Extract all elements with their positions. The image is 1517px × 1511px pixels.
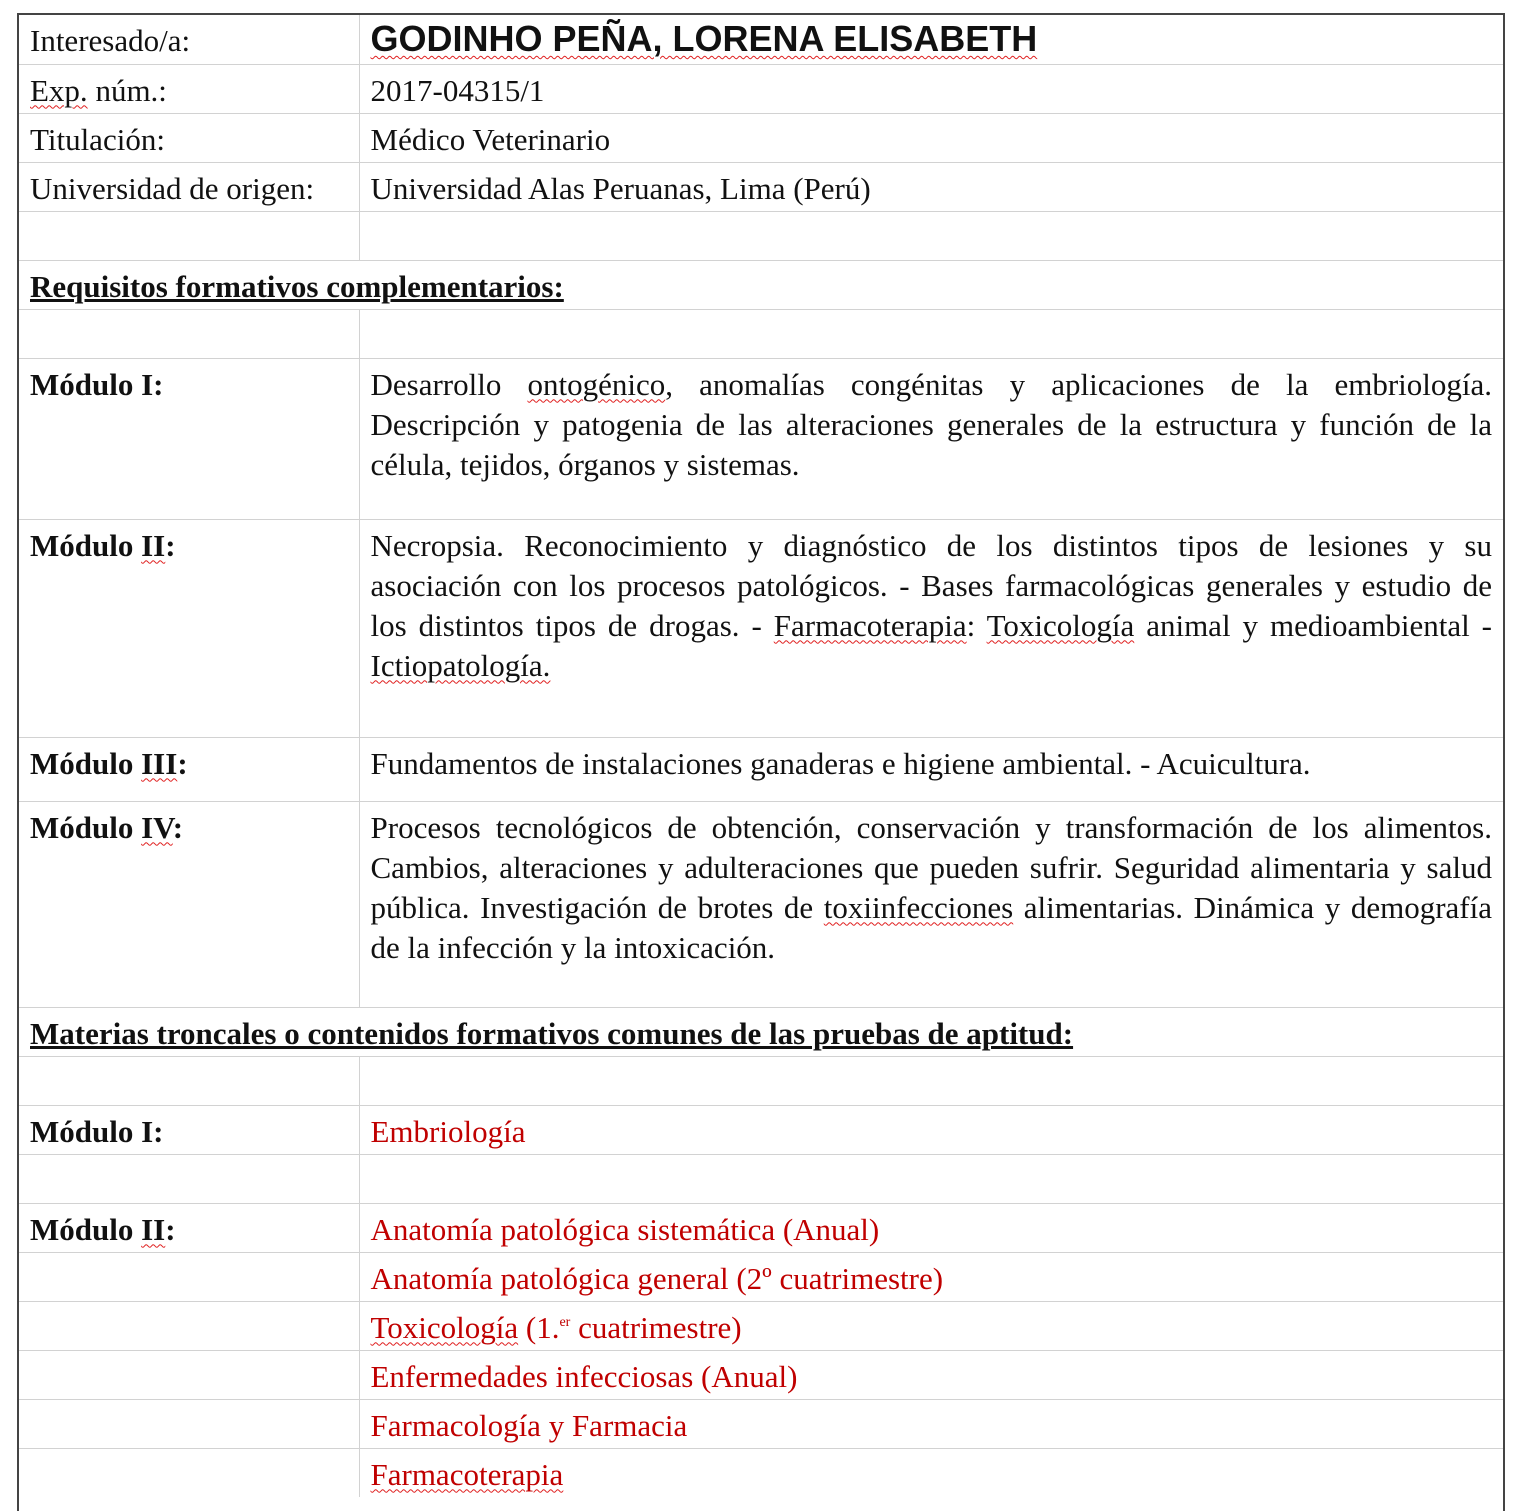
row-requisitos-modulo-2 bbox=[19, 519, 1503, 737]
modulo-description: Procesos tecnológicos de obtención, conservación y transformación de los alimentos. Cambios, alteraciones y adulteraciones que pueden sufrir. Seguridad alimentaria y salud pública. Investigación de brotes de toxiinfecciones alimentarias. Dinámica y demografía de la infección y la intoxicación. bbox=[359, 801, 1503, 1007]
materia-item: Embriología bbox=[359, 1105, 1503, 1154]
empty-cell bbox=[19, 211, 359, 260]
row-materia bbox=[19, 1350, 1503, 1399]
modulo-label: Módulo II: bbox=[19, 519, 359, 737]
modulo-description: Fundamentos de instalaciones ganaderas e higiene ambiental. - Acuicultura. bbox=[359, 737, 1503, 801]
modulo-label: Módulo IV: bbox=[19, 801, 359, 1007]
empty-cell bbox=[359, 211, 1503, 260]
materia-item: Toxicología (1.$^{er}$ cuatrimestre) bbox=[359, 1301, 1503, 1350]
row-requisitos-heading bbox=[19, 260, 1503, 309]
row-materia bbox=[19, 1448, 1503, 1497]
empty-cell bbox=[359, 1056, 1503, 1105]
modulo-description: Necropsia. Reconocimiento y diagnóstico de los distintos tipos de lesiones y su asociación con los procesos patológicos. - Bases farmacológicas generales y estudio de los distintos tipos de drogas. - Farmacoterapia: Toxicología animal y medioambiental - Ictiopatología. bbox=[359, 519, 1503, 737]
row-materia bbox=[19, 1252, 1503, 1301]
row-materias-heading bbox=[19, 1007, 1503, 1056]
empty-cell bbox=[359, 1154, 1503, 1203]
row-materias-modulo-2 bbox=[19, 1203, 1503, 1252]
requisitos-heading: Requisitos formativos complementarios: bbox=[19, 260, 1503, 309]
modulo-label: Módulo III: bbox=[19, 737, 359, 801]
titulacion-value: Médico Veterinario bbox=[359, 113, 1503, 162]
row-materia bbox=[19, 1301, 1503, 1350]
empty-cell bbox=[19, 1350, 359, 1399]
materias-heading: Materias troncales o contenidos formativos comunes de las pruebas de aptitud: bbox=[19, 1007, 1503, 1056]
row-titulacion bbox=[19, 113, 1503, 162]
document-page bbox=[17, 13, 1505, 1511]
empty-cell bbox=[19, 1448, 359, 1497]
empty-cell bbox=[359, 309, 1503, 358]
modulo-label: Módulo II: bbox=[19, 1203, 359, 1252]
empty-cell bbox=[19, 309, 359, 358]
empty-cell bbox=[19, 1399, 359, 1448]
empty-cell bbox=[19, 1056, 359, 1105]
titulacion-label: Titulación: bbox=[19, 113, 359, 162]
row-requisitos-modulo-1 bbox=[19, 358, 1503, 519]
universidad-label: Universidad de origen: bbox=[19, 162, 359, 211]
interesado-value: GODINHO PEÑA, LORENA ELISABETH bbox=[359, 15, 1503, 64]
expediente-value: 2017-04315/1 bbox=[359, 64, 1503, 113]
empty-cell bbox=[19, 1154, 359, 1203]
row-interesado bbox=[19, 15, 1503, 64]
record-table bbox=[19, 15, 1503, 1497]
row-expediente bbox=[19, 64, 1503, 113]
row-requisitos-modulo-4 bbox=[19, 801, 1503, 1007]
row-materias-modulo-1 bbox=[19, 1105, 1503, 1154]
row-empty bbox=[19, 211, 1503, 260]
modulo-description: Desarrollo ontogénico, anomalías congénitas y aplicaciones de la embriología. Descripción y patogenia de las alteraciones generales de la estructura y función de la célula, tejidos, órganos y sistemas. bbox=[359, 358, 1503, 519]
modulo-label: Módulo I: bbox=[19, 1105, 359, 1154]
materia-item: Farmacoterapia bbox=[359, 1448, 1503, 1497]
row-materia bbox=[19, 1399, 1503, 1448]
row-requisitos-modulo-3 bbox=[19, 737, 1503, 801]
modulo-label: Módulo I: bbox=[19, 358, 359, 519]
universidad-value: Universidad Alas Peruanas, Lima (Perú) bbox=[359, 162, 1503, 211]
expediente-label: Exp. núm.: bbox=[19, 64, 359, 113]
row-universidad bbox=[19, 162, 1503, 211]
row-empty bbox=[19, 1154, 1503, 1203]
row-empty bbox=[19, 309, 1503, 358]
materia-item: Anatomía patológica sistemática (Anual) bbox=[359, 1203, 1503, 1252]
materia-item: Farmacología y Farmacia bbox=[359, 1399, 1503, 1448]
materia-item: Anatomía patológica general (2º cuatrimestre) bbox=[359, 1252, 1503, 1301]
empty-cell bbox=[19, 1252, 359, 1301]
interesado-label: Interesado/a: bbox=[19, 15, 359, 64]
empty-cell bbox=[19, 1301, 359, 1350]
materia-item: Enfermedades infecciosas (Anual) bbox=[359, 1350, 1503, 1399]
row-empty bbox=[19, 1056, 1503, 1105]
